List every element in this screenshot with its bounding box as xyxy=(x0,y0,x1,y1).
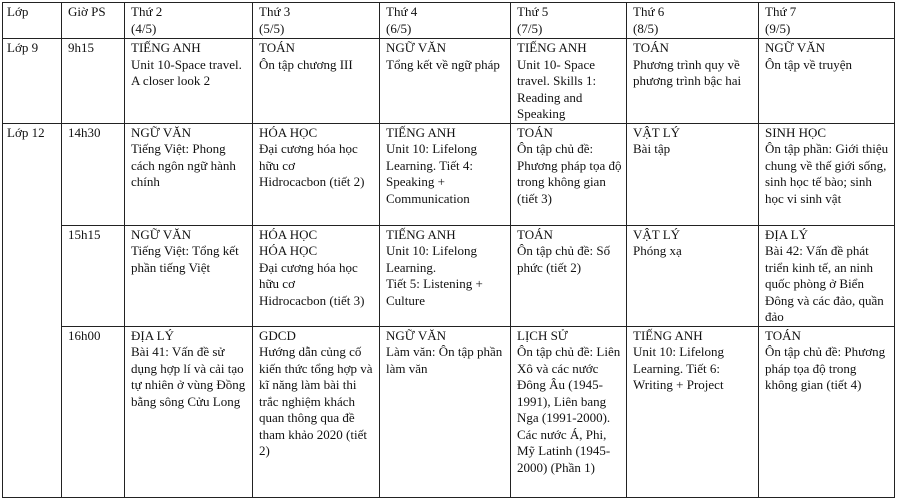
lesson-topic: Làm văn: Ôn tập phần làm văn xyxy=(386,344,503,376)
lesson-cell xyxy=(627,326,759,497)
schedule-row xyxy=(3,225,895,326)
day-name: Thứ 5 xyxy=(517,4,549,19)
day-name: Thứ 3 xyxy=(259,4,291,19)
subject-name: TOÁN xyxy=(259,40,295,55)
lesson-cell xyxy=(627,225,759,326)
subject-name: TOÁN xyxy=(517,124,553,140)
subject-name: TOÁN xyxy=(765,327,801,343)
subject-name: VẬT LÝ xyxy=(633,124,681,140)
schedule-row xyxy=(3,39,895,124)
subject-name: VẬT LÝ xyxy=(633,226,681,242)
lesson-topic: Tổng kết về ngữ pháp xyxy=(386,56,500,72)
header-row xyxy=(3,3,895,39)
lesson-topic: Ôn tập chủ đề: Phương pháp tọa độ trong không gian (tiết 3) xyxy=(517,141,622,206)
lesson-topic: Hướng dẫn củng cố kiến thức tổng hợp và kĩ năng làm bài thi trắc nghiệm khách quan thông qua đề tham khảo 2020 (tiết 2) xyxy=(259,344,373,458)
subject-name: NGỮ VĂN xyxy=(386,40,447,55)
lesson-cell xyxy=(125,123,253,225)
day-header xyxy=(511,3,627,39)
day-date: (8/5) xyxy=(633,20,659,36)
time-cell: 16h00 xyxy=(62,326,125,497)
lesson-cell xyxy=(511,39,627,124)
subject-name: TIẾNG ANH xyxy=(633,327,703,343)
lesson-topic: Tiếng Việt: Phong cách ngôn ngữ hành chính xyxy=(131,141,236,189)
subject-name: LỊCH SỬ xyxy=(517,327,568,343)
lesson-topic: Phóng xạ xyxy=(633,243,682,258)
lesson-topic: Bài 41: Vấn đề sử dụng hợp lí và cải tạo tự nhiên ở vùng Đồng bằng sông Cửu Long xyxy=(131,344,246,409)
lesson-topic: Phương trình quy về phương trình bậc hai xyxy=(633,56,742,88)
lesson-topic: Ôn tập chủ đề: Số phức (tiết 2) xyxy=(517,243,611,275)
schedule-body xyxy=(3,3,895,498)
day-date: (9/5) xyxy=(765,20,791,36)
subject-name: TOÁN xyxy=(633,40,669,55)
day-date: (5/5) xyxy=(259,20,285,36)
subject-name: NGỮ VĂN xyxy=(131,124,192,140)
schedule-table xyxy=(2,2,895,498)
day-name: Thứ 7 xyxy=(765,4,797,19)
lesson-topic: Unit 10- Space travel. Skills 1: Reading and Speaking xyxy=(517,56,597,121)
subject-name: TIẾNG ANH xyxy=(517,40,587,55)
subject-name: TIẾNG ANH xyxy=(386,124,456,140)
day-date: (4/5) xyxy=(131,20,157,36)
subject-name: NGỮ VĂN xyxy=(765,40,826,55)
lesson-topic: Ôn tập chương III xyxy=(259,56,353,72)
lesson-topic: Ôn tập phần: Giới thiệu chung về thế giới sống, sinh học tế bào; sinh học vi sinh vật xyxy=(765,141,889,206)
lesson-cell xyxy=(380,225,511,326)
day-header xyxy=(253,3,380,39)
class-header: Lớp xyxy=(3,3,62,39)
lesson-topic: Ôn tập chủ đề: Phương pháp tọa độ trong không gian (tiết 4) xyxy=(765,344,886,392)
lesson-cell xyxy=(380,326,511,497)
lesson-topic: Unit 10: Lifelong Learning. Tiết 5: Listening + Culture xyxy=(386,243,483,308)
day-name: Thứ 6 xyxy=(633,4,665,19)
subject-name: HÓA HỌC xyxy=(259,226,318,242)
lesson-cell xyxy=(253,39,380,124)
day-date: (7/5) xyxy=(517,20,543,36)
day-name: Thứ 4 xyxy=(386,4,418,19)
lesson-topic: Tiếng Việt: Tổng kết phần tiếng Việt xyxy=(131,243,239,275)
subject-name: SINH HỌC xyxy=(765,124,827,140)
day-header xyxy=(627,3,759,39)
lesson-cell xyxy=(380,123,511,225)
lesson-topic: Bài tập xyxy=(633,141,671,156)
class-cell: Lớp 9 xyxy=(3,39,62,124)
subject-name: GDCD xyxy=(259,327,296,343)
lesson-cell xyxy=(627,39,759,124)
schedule-row xyxy=(3,123,895,225)
lesson-topic: Unit 10-Space travel. A closer look 2 xyxy=(131,56,242,88)
day-header xyxy=(125,3,253,39)
day-header xyxy=(380,3,511,39)
day-header xyxy=(759,3,895,39)
lesson-cell xyxy=(511,326,627,497)
day-date: (6/5) xyxy=(386,20,412,36)
lesson-cell xyxy=(627,123,759,225)
lesson-cell xyxy=(511,225,627,326)
subject-name: TOÁN xyxy=(517,226,553,242)
time-cell: 9h15 xyxy=(62,39,125,124)
subject-name: TIẾNG ANH xyxy=(386,226,456,242)
day-name: Thứ 2 xyxy=(131,4,163,19)
lesson-cell xyxy=(125,326,253,497)
lesson-cell xyxy=(380,39,511,124)
time-cell: 14h30 xyxy=(62,123,125,225)
subject-name: ĐỊA LÝ xyxy=(131,327,174,343)
subject-name: TIẾNG ANH xyxy=(131,40,201,55)
lesson-topic: Bài 42: Vấn đề phát triển kinh tế, an ninh quốc phòng ở Biển Đông và các đảo, quần đảo xyxy=(765,243,884,324)
lesson-topic: HÓA HỌC Đại cương hóa học hữu cơ Hidrocacbon (tiết 3) xyxy=(259,243,365,308)
class-cell: Lớp 12 xyxy=(3,123,62,497)
time-header: Giờ PS xyxy=(62,3,125,39)
schedule-row xyxy=(3,326,895,497)
lesson-cell xyxy=(511,123,627,225)
lesson-cell xyxy=(759,225,895,326)
lesson-cell xyxy=(125,39,253,124)
lesson-cell xyxy=(253,225,380,326)
lesson-cell xyxy=(253,326,380,497)
subject-name: NGỮ VĂN xyxy=(131,226,192,242)
lesson-cell xyxy=(253,123,380,225)
subject-name: HÓA HỌC xyxy=(259,124,318,140)
lesson-topic: Unit 10: Lifelong Learning. Tiết 6: Writing + Project xyxy=(633,344,724,392)
lesson-cell xyxy=(759,326,895,497)
lesson-topic: Ôn tập về truyện xyxy=(765,56,853,72)
lesson-cell xyxy=(125,225,253,326)
time-cell: 15h15 xyxy=(62,225,125,326)
subject-name: ĐỊA LÝ xyxy=(765,226,808,242)
lesson-topic: Ôn tập chủ đề: Liên Xô và các nước Đông Âu (1945-1991), Liên bang Nga (1991-2000). Các nước Á, Phi, Mỹ Latinh (1945-2000) (Phần 1) xyxy=(517,344,621,475)
subject-name: NGỮ VĂN xyxy=(386,327,447,343)
lesson-topic: Đại cương hóa học hữu cơ Hidrocacbon (tiết 2) xyxy=(259,141,365,189)
lesson-cell xyxy=(759,123,895,225)
lesson-cell xyxy=(759,39,895,124)
lesson-topic: Unit 10: Lifelong Learning. Tiết 4: Speaking + Communication xyxy=(386,141,477,206)
